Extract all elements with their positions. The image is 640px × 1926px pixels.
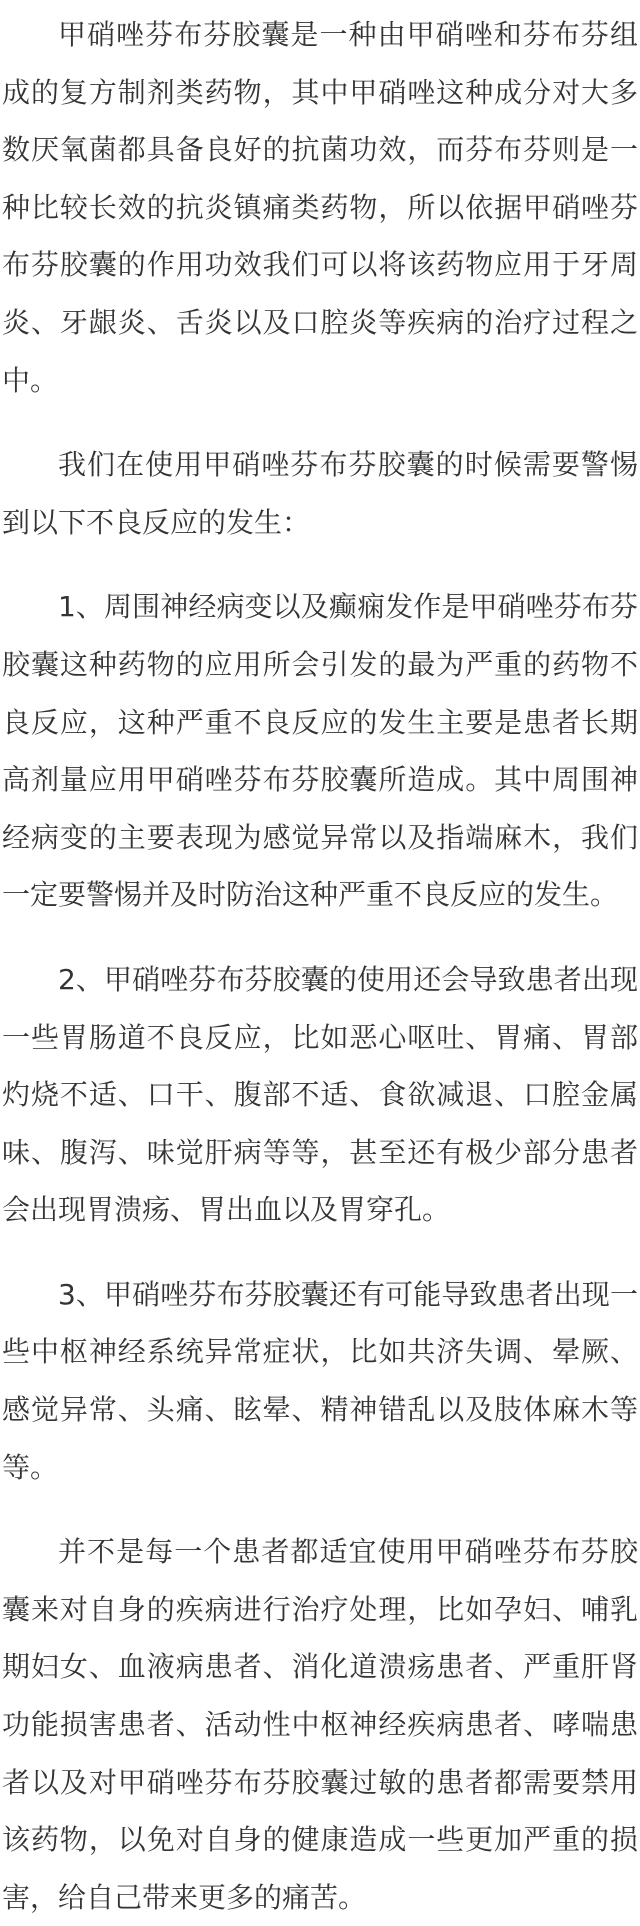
paragraph-contraindications: 并不是每一个患者都适宜使用甲硝唑芬布芬胶囊来对自身的疾病进行治疗处理，比如孕妇、哺乳期妇女、血液病患者、消化道溃疡患者、严重肝肾功能损害患者、活动性中枢神经疾病患者、哮喘患者以及对甲硝唑芬布芬胶囊过敏的患者都需要禁用该药物，以免对自身的健康造成一些更加严重的损害，给自己带来更多的痛苦。 (2, 1535, 638, 1914)
paragraph-reaction-2: 2、甲硝唑芬布芬胶囊的使用还会导致患者出现一些胃肠道不良反应，比如恶心呕吐、胃痛、胃部灼烧不适、口干、腹部不适、食欲减退、口腔金属味、腹泻、味觉肝病等等，甚至还有极少部分患者会出现胃溃疡、胃出血以及胃穿孔。 (2, 962, 638, 1227)
paragraph-reaction-1: 1、周围神经病变以及癫痫发作是甲硝唑芬布芬胶囊这种药物的应用所会引发的最为严重的药物不良反应，这种严重不良反应的发生主要是患者长期高剂量应用甲硝唑芬布芬胶囊所造成。其中周围神经病变的主要表现为感觉异常以及指端麻木，我们一定要警惕并及时防治这种严重不良反应的发生。 (2, 590, 638, 912)
paragraph-reaction-3: 3、甲硝唑芬布芬胶囊还有可能导致患者出现一些中枢神经系统异常症状，比如共济失调、晕厥、感觉异常、头痛、眩晕、精神错乱以及肢体麻木等等。 (2, 1277, 638, 1484)
paragraph-warning-lead: 我们在使用甲硝唑芬布芬胶囊的时候需要警惕到以下不良反应的发生： (2, 448, 638, 539)
paragraph-intro: 甲硝唑芬布芬胶囊是一种由甲硝唑和芬布芬组成的复方制剂类药物，其中甲硝唑这种成分对大多数厌氧菌都具备良好的抗菌功效，而芬布芬则是一种比较长效的抗炎镇痛类药物，所以依据甲硝唑芬布芬胶囊的作用功效我们可以将该药物应用于牙周炎、牙龈炎、舌炎以及口腔炎等疾病的治疗过程之中。 (2, 18, 638, 397)
